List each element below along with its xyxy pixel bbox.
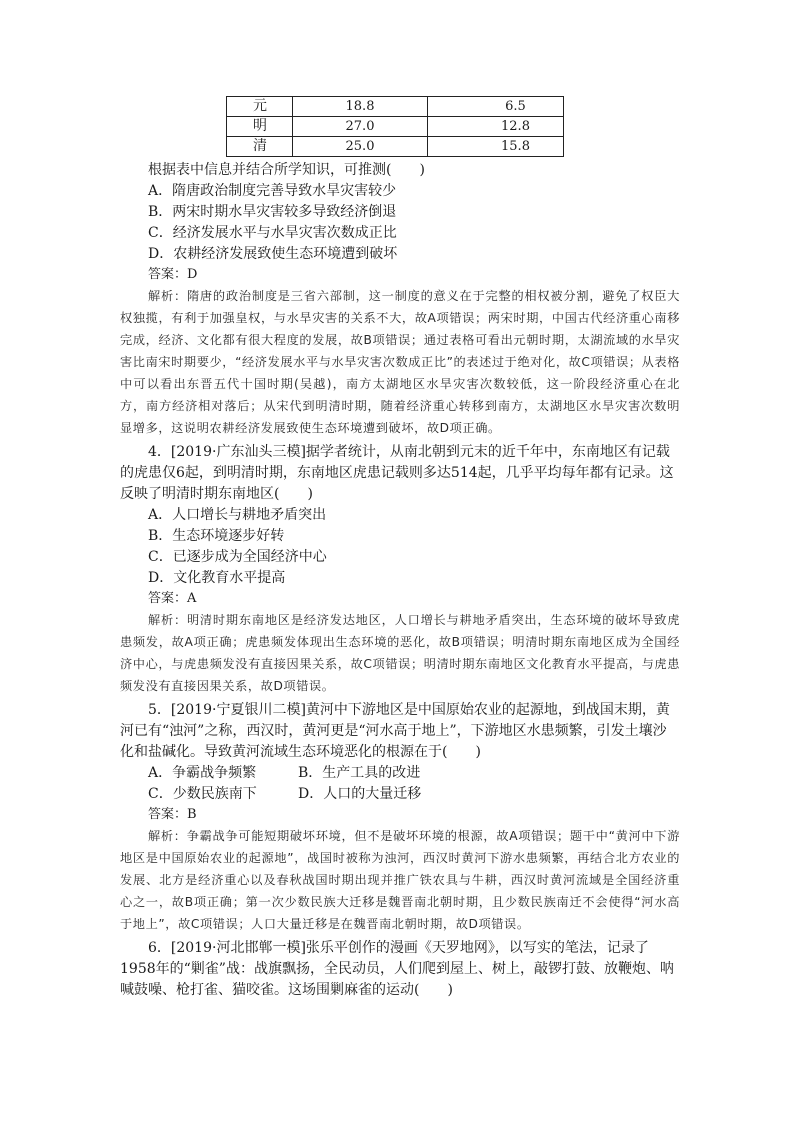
q3-option-a: A．隋唐政治制度完善导致水旱灾害较少 <box>148 183 397 199</box>
q6-stem: 6．[2019·河北邯郸一模]张乐平创作的漫画《天罗地网》，以写实的笔法，记录了1958年的“剿雀”战：战旗飘扬，全民动员，人们爬到屋上、树上，敲锣打鼓、放鞭炮、呐喊鼓噪、枪打雀、猫咬雀。这场围剿麻雀的运动( ) <box>120 940 674 998</box>
q3-answer: 答案：D <box>148 267 198 282</box>
q5-options-row-2 <box>148 784 680 805</box>
q4-option-a: A．人口增长与耕地矛盾突出 <box>148 507 327 523</box>
q5-explanation: 解析：争霸战争可能短期破坏环境，但不是破坏环境的根源，故A项错误；题干中“黄河中下游地区是中国原始农业的起源地”，战国时被称为浊河，西汉时黄河下游水患频繁，再结合北方农业的发展、北方是经济重心以及春秋战国时期出现并推广铁农具与牛耕，西汉时黄河流域是全国经济重心之一，故B项正确；第一次少数民族大迁移是魏晋南北朝时期，且少数民族南迁不会使得“河水高于地上”，故C项错误；人口大量迁移是在魏晋南北朝时期，故D项错误。 <box>120 829 680 931</box>
table-cell: 27.0 <box>293 117 428 137</box>
table-cell: 明 <box>227 117 293 137</box>
q4-option-d: D．文化教育水平提高 <box>148 570 286 586</box>
q5-option-c: C．少数民族南下 <box>148 786 257 802</box>
q3-option-d: D．农耕经济发展致使生态环境遭到破坏 <box>148 246 398 262</box>
disaster-table <box>226 96 564 157</box>
table-cell: 6.5 <box>428 97 564 117</box>
q5-option-a: A．争霸战争频繁 <box>148 765 257 781</box>
q4-explanation: 解析：明清时期东南地区是经济发达地区，人口增长与耕地矛盾突出，生态环境的破坏导致虎患频发，故A项正确；虎患频发体现出生态环境的恶化，故B项错误；明清时期东南地区成为全国经济中心，与虎患频发没有直接因果关系，故C项错误；明清时期东南地区文化教育水平提高，与虎患频发没有直接因果关系，故D项错误。 <box>120 613 680 693</box>
table-row <box>227 137 564 157</box>
q5-option-d: D．人口的大量迁移 <box>298 786 422 802</box>
table-row <box>227 97 564 117</box>
q3-explanation: 解析：隋唐的政治制度是三省六部制，这一制度的意义在于完整的相权被分割，避免了权臣大权独揽，有利于加强皇权，与水旱灾害的关系不大，故A项错误；两宋时期，中国古代经济重心南移完成，经济、文化都有很大程度的发展，故B项错误；通过表格可看出元朝时期，太湖流域的水旱灾害比南宋时期要少，“经济发展水平与水旱灾害次数成正比”的表述过于绝对化，故C项错误；从表格中可以看出东晋五代十国时期(吴越)，南方太湖地区水旱灾害次数较低，这一阶段经济重心在北方，南方经济相对落后；从宋代到明清时期，随着经济重心转移到南方，太湖地区水旱灾害次数明显增多，这说明农耕经济发展致使生态环境遭到破坏，故D项正确。 <box>120 289 681 435</box>
q3-option-b: B．两宋时期水旱灾害较多导致经济倒退 <box>148 204 397 220</box>
q5-answer: 答案：B <box>148 807 197 822</box>
table-cell: 15.8 <box>428 137 564 157</box>
table-row <box>227 117 564 137</box>
q3-stem: 根据表中信息并结合所学知识，可推测( ) <box>148 162 425 178</box>
q3-option-c: C．经济发展水平与水旱灾害次数成正比 <box>148 225 397 241</box>
q5-stem: 5．[2019·宁夏银川二模]黄河中下游地区是中国原始农业的起源地，到战国末期，黄河已有“浊河”之称，西汉时，黄河更是“河水高于地上”，下游地区水患频繁，引发土壤沙化和盐碱化。导致黄河流域生态环境恶化的根源在于( ) <box>120 702 670 760</box>
q4-stem: 4．[2019·广东汕头三模]据学者统计，从南北朝到元末的近千年中，东南地区有记载的虎患仅6起，到明清时期，东南地区虎患记载则多达514起，几乎平均每年都有记录。这反映了明清时期东南地区( ) <box>120 444 674 502</box>
table-cell: 18.8 <box>293 97 428 117</box>
table-cell: 12.8 <box>428 117 564 137</box>
table-cell: 清 <box>227 137 293 157</box>
table-cell: 元 <box>227 97 293 117</box>
q5-options-row-1 <box>148 763 680 784</box>
q4-option-b: B．生态环境逐步好转 <box>148 528 285 544</box>
q4-option-c: C．已逐步成为全国经济中心 <box>148 549 327 565</box>
q5-option-b: B．生产工具的改进 <box>298 765 421 781</box>
q4-answer: 答案：A <box>148 591 197 606</box>
table-cell: 25.0 <box>293 137 428 157</box>
question-content <box>120 160 680 1001</box>
